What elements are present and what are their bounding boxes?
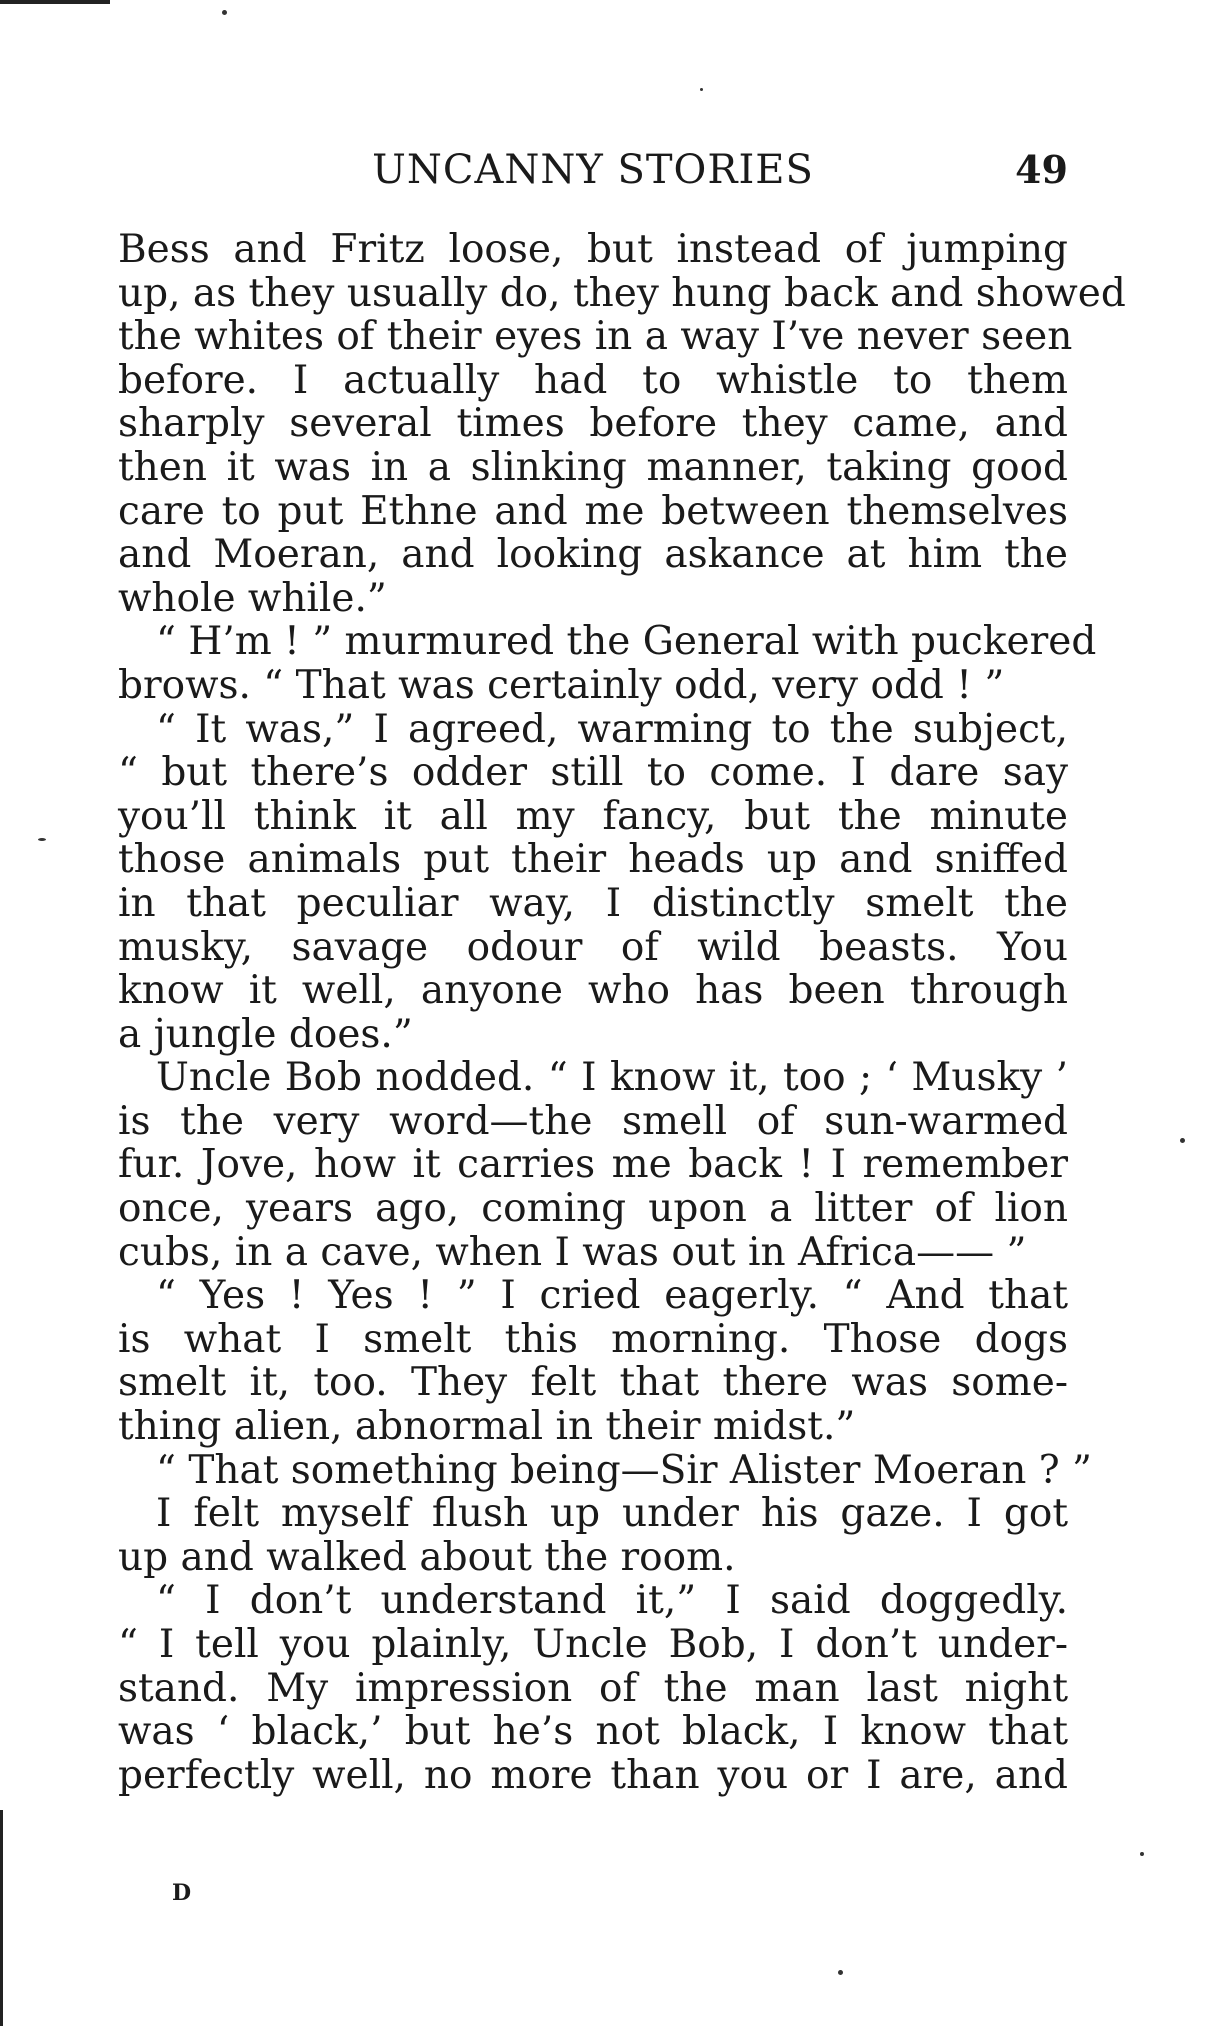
scan-speck — [1180, 1138, 1185, 1143]
text-line: thing alien, abnormal in their midst.” — [118, 1404, 856, 1450]
text-line: up, as they usually do, they hung back and showed — [118, 270, 1126, 316]
text-line: cubs, in a cave, when I was out in Africa—— ” — [118, 1229, 1027, 1275]
text-line: a jungle does.” — [118, 1011, 413, 1057]
text-line: “ Yes ! Yes ! ” I cried eagerly. “ And that — [156, 1273, 1068, 1319]
text-line: Bess and Fritz loose, but instead of jumping — [118, 227, 1068, 272]
text-line: is what I smelt this morning. Those dogs — [118, 1316, 1068, 1362]
text-line: “ I don’t understand it,” I said doggedly. — [156, 1578, 1068, 1624]
text-line: and Moeran, and looking askance at him the — [118, 532, 1068, 578]
text-line: “ but there’s odder still to come. I dare say — [118, 750, 1068, 796]
text-line: care to put Ethne and me between themselves — [118, 488, 1068, 534]
text-line: you’ll think it all my fancy, but the minute — [118, 793, 1068, 839]
text-line: I felt myself flush up under his gaze. I got — [156, 1491, 1068, 1537]
running-head — [118, 140, 1068, 200]
text-line: smelt it, too. They felt that there was some- — [118, 1360, 1068, 1406]
text-line: Uncle Bob nodded. “ I know it, too ; ‘ Musky ’ — [156, 1055, 1068, 1101]
text-line: whole while.” — [118, 575, 387, 621]
text-line: “ H’m ! ” murmured the General with puckered — [156, 619, 1097, 665]
text-line: the whites of their eyes in a way I’ve never seen — [118, 314, 1073, 360]
text-line: once, years ago, coming upon a litter of lion — [118, 1186, 1068, 1232]
page-number: 49 — [1015, 147, 1068, 192]
text-line: fur. Jove, how it carries me back ! I remember — [118, 1142, 1068, 1188]
text-line: brows. “ That was certainly odd, very odd ! ” — [118, 662, 1005, 708]
scan-edge-left — [0, 1810, 3, 2026]
text-line: before. I actually had to whistle to them — [118, 357, 1068, 403]
text-line: “ I tell you plainly, Uncle Bob, I don’t under- — [118, 1622, 1068, 1667]
running-title: UNCANNY STORIES — [372, 147, 814, 193]
text-line: in that peculiar way, I distinctly smelt the — [118, 880, 1068, 926]
scan-speck — [222, 10, 227, 15]
scan-speck — [38, 838, 46, 841]
text-line: those animals put their heads up and sniffed — [118, 837, 1068, 883]
text-line: up and walked about the room. — [118, 1534, 736, 1580]
scan-speck — [838, 1970, 843, 1975]
scan-speck — [1140, 1852, 1144, 1856]
signature-mark: D — [172, 1880, 193, 1906]
text-line: then it was in a slinking manner, taking good — [118, 444, 1068, 490]
text-line: perfectly well, no more than you or I are, and — [118, 1752, 1068, 1798]
scan-speck — [700, 88, 703, 91]
text-line: “ That something being—Sir Alister Moeran ? ” — [156, 1447, 1092, 1493]
text-line: stand. My impression of the man last night — [118, 1665, 1068, 1711]
text-line: musky, savage odour of wild beasts. You — [118, 924, 1068, 970]
body-text — [118, 227, 1126, 1798]
text-line: was ‘ black,’ but he’s not black, I know that — [118, 1709, 1068, 1755]
scan-mark-top-left — [0, 0, 110, 4]
text-line: “ It was,” I agreed, warming to the subject, — [156, 706, 1068, 752]
text-line: know it well, anyone who has been through — [118, 968, 1068, 1014]
text-line: sharply several times before they came, and — [118, 401, 1068, 447]
text-line: is the very word—the smell of sun-warmed — [118, 1098, 1068, 1144]
